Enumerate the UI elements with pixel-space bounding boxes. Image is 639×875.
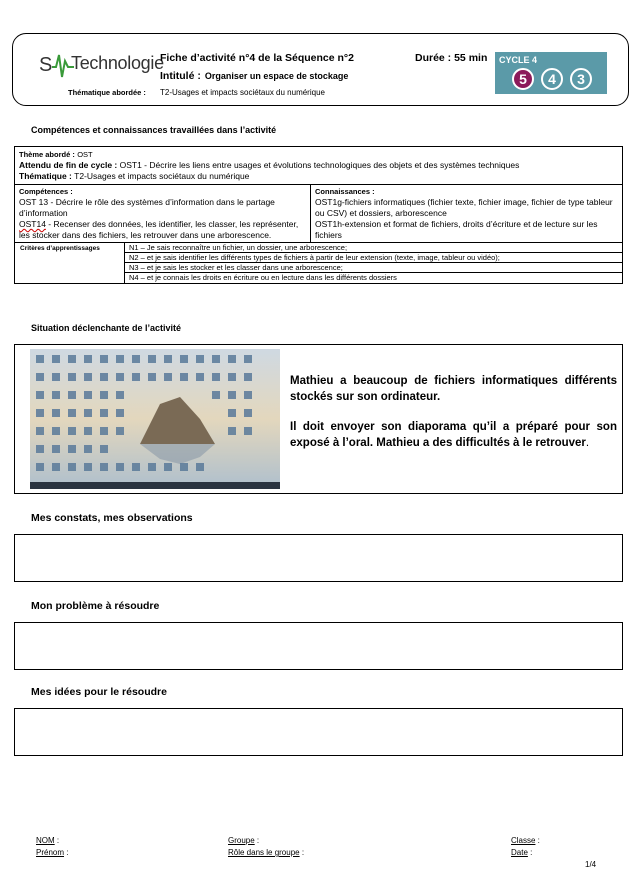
header-frame [12, 33, 629, 106]
thematique-value: T2-Usages et impacts sociétaux du numérique [160, 88, 325, 97]
competence-ost13: OST 13 - Décrire le rôle des systèmes d’information dans le partage d’information [19, 197, 275, 218]
connaissances-head: Connaissances : [315, 187, 375, 196]
critere-n2: N2 – et je sais identifier les différents types de fichiers à partir de leur extension (texte, image, tableur ou vidéo); [125, 253, 622, 263]
desktop-illustration [30, 349, 280, 489]
prenom-label: Prénom [36, 848, 65, 857]
theme-value: OST [77, 150, 93, 159]
groupe-sep: : [254, 836, 260, 845]
competences-table [14, 146, 623, 284]
classe-label: Classe [511, 836, 536, 845]
table-thematique-value: T2-Usages et impacts sociétaux du numérique [74, 171, 250, 181]
connaissance-ost1h: OST1h-extension et format de fichiers, droits d’écriture et de lecture sur les fichiers [315, 219, 598, 240]
criteres-row [15, 243, 622, 283]
role-sep: : [299, 848, 305, 857]
groupe-label: Groupe [228, 836, 255, 845]
date-label: Date [511, 848, 528, 857]
situation-title: Situation déclenchante de l’activité [31, 323, 182, 333]
competences-head: Compétences : [19, 187, 73, 196]
situation-p2-text: Il doit envoyer son diaporama qu’il a préparé pour son exposé à l’oral. Mathieu a des difficultés à le retrouver [290, 421, 617, 449]
nom-sep: : [54, 836, 60, 845]
critere-n1: N1 – Je sais reconnaître un fichier, un dossier, une arborescence; [125, 243, 622, 253]
ost14-text: - Recenser des données, les identifier, les classer, les représenter, les stocker dans des fichiers, les retrouver dans une arborescence. [19, 219, 299, 240]
footer-classe [511, 836, 540, 845]
critere-n3: N3 – et je sais les stocker et les classer dans une arborescence; [125, 263, 622, 273]
connaissances-cell [311, 185, 622, 242]
ost14-code: OST14 [19, 219, 46, 229]
page-number: 1/4 [585, 860, 597, 869]
date-sep: : [527, 848, 533, 857]
criteres-label: Critères d’apprentissages [15, 243, 125, 283]
competences-connaissances-row [15, 185, 622, 243]
cycle-badge [495, 52, 607, 94]
criteres-list [125, 243, 622, 283]
constats-title: Mes constats, mes observations [31, 512, 193, 524]
footer-date [511, 848, 532, 857]
probleme-answer-box[interactable] [14, 622, 623, 670]
fiche-title: Fiche d’activité n°4 de la Séquence n°2 [160, 52, 354, 64]
nom-label: NOM [36, 836, 55, 845]
footer-nom [36, 836, 59, 845]
competences-title: Compétences et connaissances travaillées dans l’activité [31, 125, 277, 135]
role-label: Rôle dans le groupe [228, 848, 300, 857]
idees-answer-box[interactable] [14, 708, 623, 756]
cycle-label: CYCLE 4 [499, 55, 538, 65]
cycle-4-circle: 4 [541, 68, 563, 90]
theme-label: Thème abordé : [19, 150, 75, 159]
svg-text:S: S [39, 54, 53, 76]
situation-p2-end: . [585, 437, 590, 449]
attendu-value: OST1 - Décrire les liens entre usages et évolutions technologiques des objets et des systèmes techniques [119, 160, 520, 170]
logo-text: Technologie [71, 53, 164, 73]
attendu-label: Attendu de fin de cycle : [19, 160, 118, 170]
footer-groupe [228, 836, 259, 845]
situation-paragraph-2 [290, 419, 617, 451]
thematique-label: Thématique abordée : [68, 88, 146, 97]
cycle-5-circle: 5 [512, 68, 534, 90]
thematique-line [19, 171, 618, 182]
situation-paragraph-1: Mathieu a beaucoup de fichiers informatiques différents stockés sur son ordinateur. [290, 375, 617, 403]
classe-sep: : [535, 836, 540, 845]
idees-title: Mes idées pour le résoudre [31, 686, 167, 698]
intitule-value: Organiser un espace de stockage [204, 71, 349, 81]
stechnologie-logo [38, 49, 166, 81]
table-header-row [15, 147, 622, 185]
probleme-title: Mon problème à résoudre [31, 600, 160, 612]
table-thematique-label: Thématique : [19, 171, 72, 181]
attendu-line [19, 160, 618, 171]
situation-box [14, 344, 623, 494]
theme-line [19, 149, 618, 160]
desktop-screenshot-image [30, 349, 280, 489]
situation-text [290, 373, 617, 465]
duree-label: Durée : 55 min [415, 52, 488, 64]
intitule-label: Intitulé : [160, 70, 201, 82]
cycle-3-circle: 3 [570, 68, 592, 90]
constats-answer-box[interactable] [14, 534, 623, 582]
connaissance-ost1g: OST1g-fichiers informatiques (fichier texte, fichier image, fichier de type tableur ou CSV) et dossiers, arborescence [315, 197, 613, 218]
footer-role [228, 848, 304, 857]
footer-prenom [36, 848, 68, 857]
prenom-sep: : [64, 848, 69, 857]
intitule [160, 70, 348, 82]
competences-cell [15, 185, 311, 242]
competence-ost14 [19, 219, 306, 241]
critere-n4: N4 – et je connais les droits en écriture ou en lecture dans les différents dossiers [129, 273, 397, 282]
